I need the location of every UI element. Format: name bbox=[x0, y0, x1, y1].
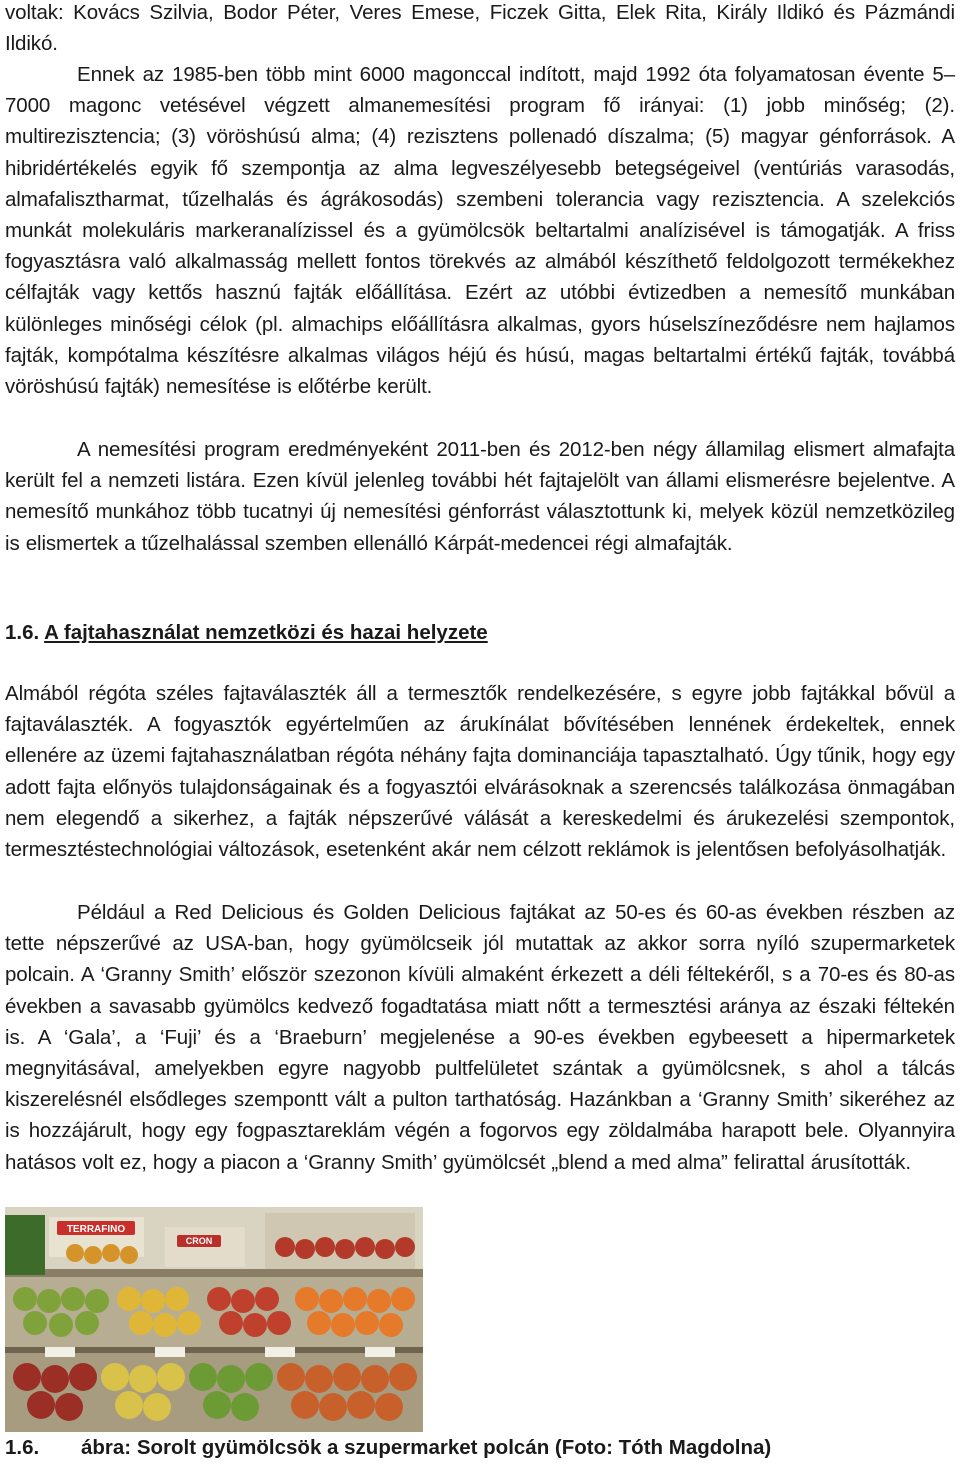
paragraph-variety-examples: Például a Red Delicious és Golden Delicious fajtákat az 50-es és 60-as években részben az tette népszerűvé az USA-ban, hogy gyümölcseik jól mutattak az akkor sorra nyíló szupermarketek polcain. A ‘Granny Smith’ először szezonon kívüli almaként érkezett a déli féltekéről, s a 70-es és 80-as években a savasabb gyümölcs kedvező fogadtatása miatt nőtt a termesztési aránya az északi féltekén is. A ‘Gala’, a ‘Fuji’ és a ‘Braeburn’ megjelenése a 90-es években egybeesett a hipermarketek megnyitásával, amelyekben egyre nagyobb pultfelületet szántak a gyümölcsnek, s ahol a tálcás kiszerelésnél elsődleges szempontt vált a pulton tarthatóság. Hazánkban a ‘Granny Smith’ sikeréhez az is hozzájárult, hogy egy fogpasztareklám végén a fogorvos egy zöldalmába harapott bele. Olyannyira hatásos volt ez, hogy a piacon a ‘Granny Smith’ gyümölcsét „blend a med alma” felirattal árusították. bbox=[5, 901, 955, 1174]
crate-sign-1: TERRAFINO bbox=[66, 1224, 126, 1235]
paragraph-breeding-program: Ennek az 1985-ben több mint 6000 magonccal indított, majd 1992 óta folyamatosan évente 5–7000 magonc vetésével végzett almanemesítési program fő irányai: (1) jobb minőség; (2). multirezisztencia; (3) vöröshúsú alma; (4) rezisztens pollenadó díszalma; (5) magyar génforrások. A hibridértékelés egyik fő szempontja az alma legveszélyesebb betegségeivel (ventúriás varasodás, almafalisztharmat, tűzelhalás és ágrákosodás) szembeni tolerancia vagy rezisztencia. A szelekciós munkát molekuláris markeranalízissel és a gyümölcsök beltartalmi analízisével is támogatják. A friss fogyasztásra való alkalmasság mellett fontos törekvés az almából készíthető feldolgozott termékekhez célfajták vagy kettős hasznú fajták előállítása. Ezért az utóbbi évtizedben a nemesítő munkában különleges minőségi célok (pl. almachips előállításra alkalmas, gyors húselszíneződésre nem hajlamos fajták, kompótalma készítésre alkalmas világos héjú és húsú, magas beltartalmi értékű fajták, továbbá vöröshúsú fajták) nemesítése is előtérbe került. bbox=[5, 63, 955, 399]
crate-sign-2: CRON bbox=[185, 1236, 213, 1246]
figure-number: 1.6. bbox=[5, 1436, 40, 1459]
supermarket-shelf-photo bbox=[5, 1207, 423, 1432]
section-number: 1.6. bbox=[5, 621, 40, 644]
section-title: A fajtahasználat nemzetközi és hazai helyzete bbox=[44, 621, 488, 644]
paragraph-contributors: voltak: Kovács Szilvia, Bodor Péter, Veres Emese, Ficzek Gitta, Elek Rita, Király Ildikó és Pázmándi Ildikó. bbox=[5, 1, 955, 56]
paragraph-variety-usage: Almából régóta széles fajtaválaszték áll a termesztők rendelkezésére, s egyre jobb fajtákkal bővül a fajtaválaszték. A fogyasztók egyértelműen az árukínálat bővítésében lennének érdekeltek, ennek ellenére az üzemi fajtahasználatban régóta néhány fajta dominanciája tapasztalható. Úgy tűnik, hogy egy adott fajta előnyös tulajdonságainak és a fogyasztói elvárásoknak a szerencsés találkozása önmagában nem elegendő a sikerhez, a fajták népszerűvé válását a kereskedelmi és árukezelési szempontok, termesztéstechnológiai változások, esetenként akár nem célzott reklámok is jelentősen befolyásolhatják. bbox=[5, 682, 955, 862]
paragraph-breeding-results: A nemesítési program eredményeként 2011-ben és 2012-ben négy államilag elismert almafajta került fel a nemzeti listára. Ezen kívül jelenleg további hét fajtajelölt van állami elismerésre bejelentve. A nemesítő munkához több tucatnyi új nemesítési génforrást választottunk ki, melyek közül nemzetközileg is elismertek a tűzelhalással szemben ellenálló Kárpát-medencei régi almafajták. bbox=[5, 438, 955, 555]
figure-caption bbox=[5, 1433, 955, 1463]
figure-caption-text: ábra: Sorolt gyümölcsök a szupermarket polcán (Foto: Tóth Magdolna) bbox=[81, 1436, 772, 1459]
section-heading bbox=[5, 617, 488, 648]
